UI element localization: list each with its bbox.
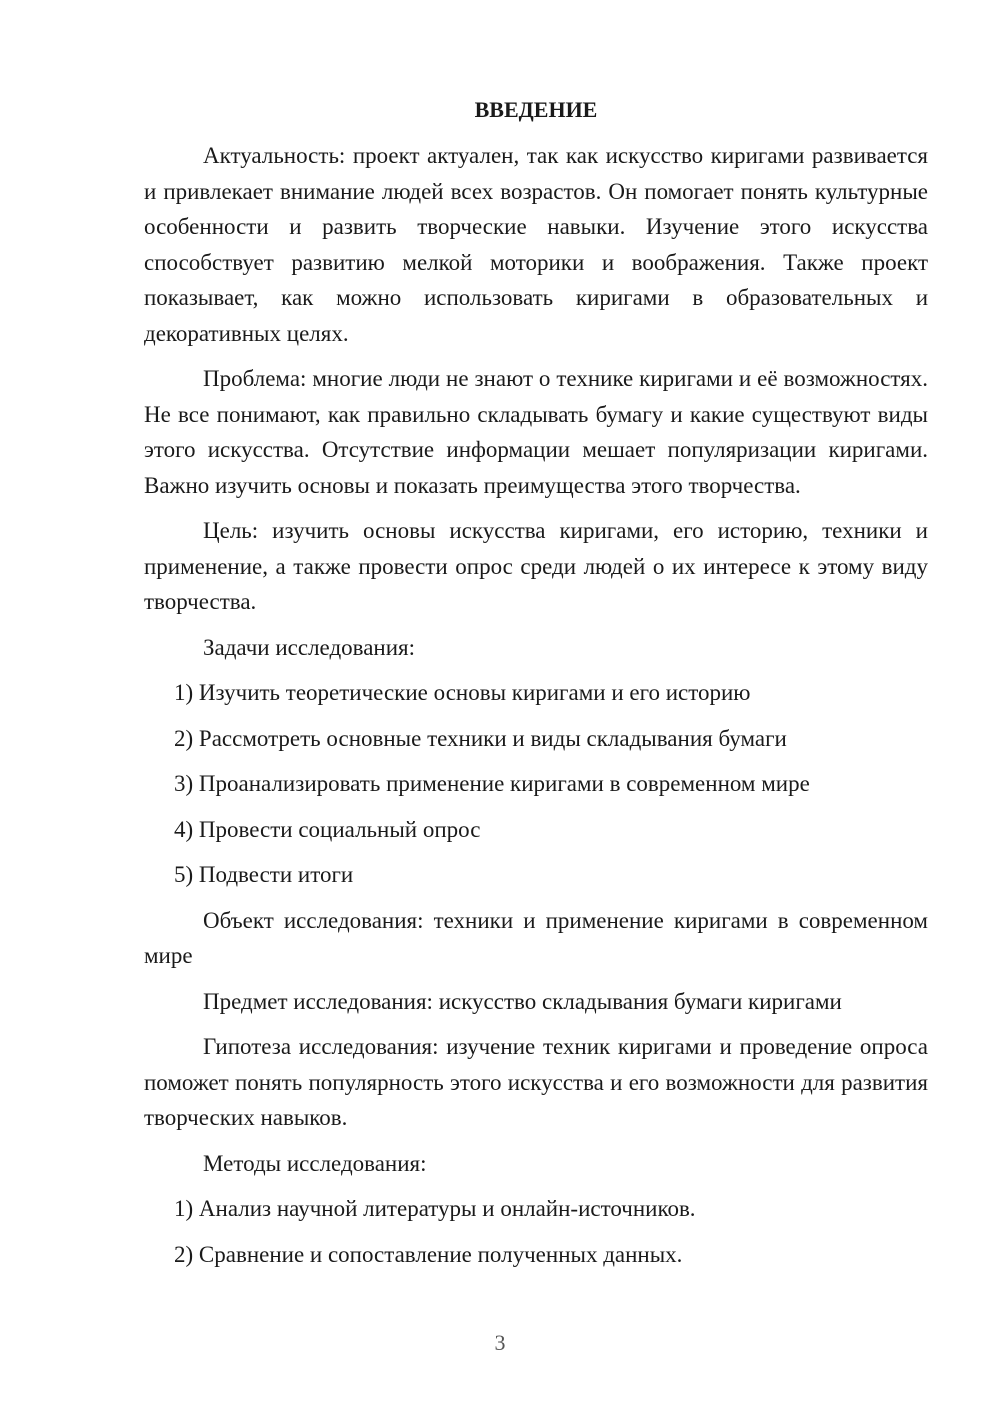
list-item: 1) Изучить теоретические основы киригами и его историю: [174, 680, 751, 705]
methods-heading: Методы исследования:: [203, 1150, 427, 1176]
list-item: 4) Провести социальный опрос: [174, 816, 481, 842]
object-paragraph: Объект исследования: техники и применение киригами в современном мире: [144, 907, 928, 968]
list-item: 5) Подвести итоги: [174, 862, 354, 887]
hypothesis-paragraph: Гипотеза исследования: изучение техник киригами и проведение опроса поможет понять популярность этого искусства и его возможности для развития творческих навыков.: [144, 1034, 928, 1130]
tasks-heading: Задачи исследования:: [203, 634, 416, 660]
list-item: 2) Сравнение и сопоставление полученных данных.: [174, 1241, 683, 1267]
page-title: ВВЕДЕНИЕ: [474, 97, 598, 122]
relevance-paragraph: Актуальность: проект актуален, так как искусство киригами развивается и привлекает внимание людей всех возрастов. Он помогает понять культурные особенности и развить творческие навыки. Изучение этого искусства способствует развитию мелкой моторики и воображения. Также проект показывает, как можно использовать киригами в образовательных и декоративных целях.: [144, 143, 928, 346]
problem-paragraph: Проблема: многие люди не знают о технике киригами и её возможностях. Не все понимают, как правильно складывать бумагу и какие существуют виды этого искусства. Отсутствие информации мешает популяризации киригами. Важно изучить основы и показать преимущества этого творчества.: [144, 366, 928, 498]
list-item: 3) Проанализировать применение киригами в современном мире: [174, 771, 810, 796]
subject-paragraph: Предмет исследования: искусство складывания бумаги киригами: [203, 988, 842, 1014]
goal-paragraph: Цель: изучить основы искусства киригами, его историю, техники и применение, а также провести опрос среди людей о их интересе к этому виду творчества.: [144, 518, 928, 614]
page-number: 3: [494, 1330, 506, 1355]
list-item: 1) Анализ научной литературы и онлайн-источников.: [174, 1196, 696, 1221]
document-page: [144, 92, 928, 1282]
list-item: 2) Рассмотреть основные техники и виды складывания бумаги: [174, 725, 787, 751]
